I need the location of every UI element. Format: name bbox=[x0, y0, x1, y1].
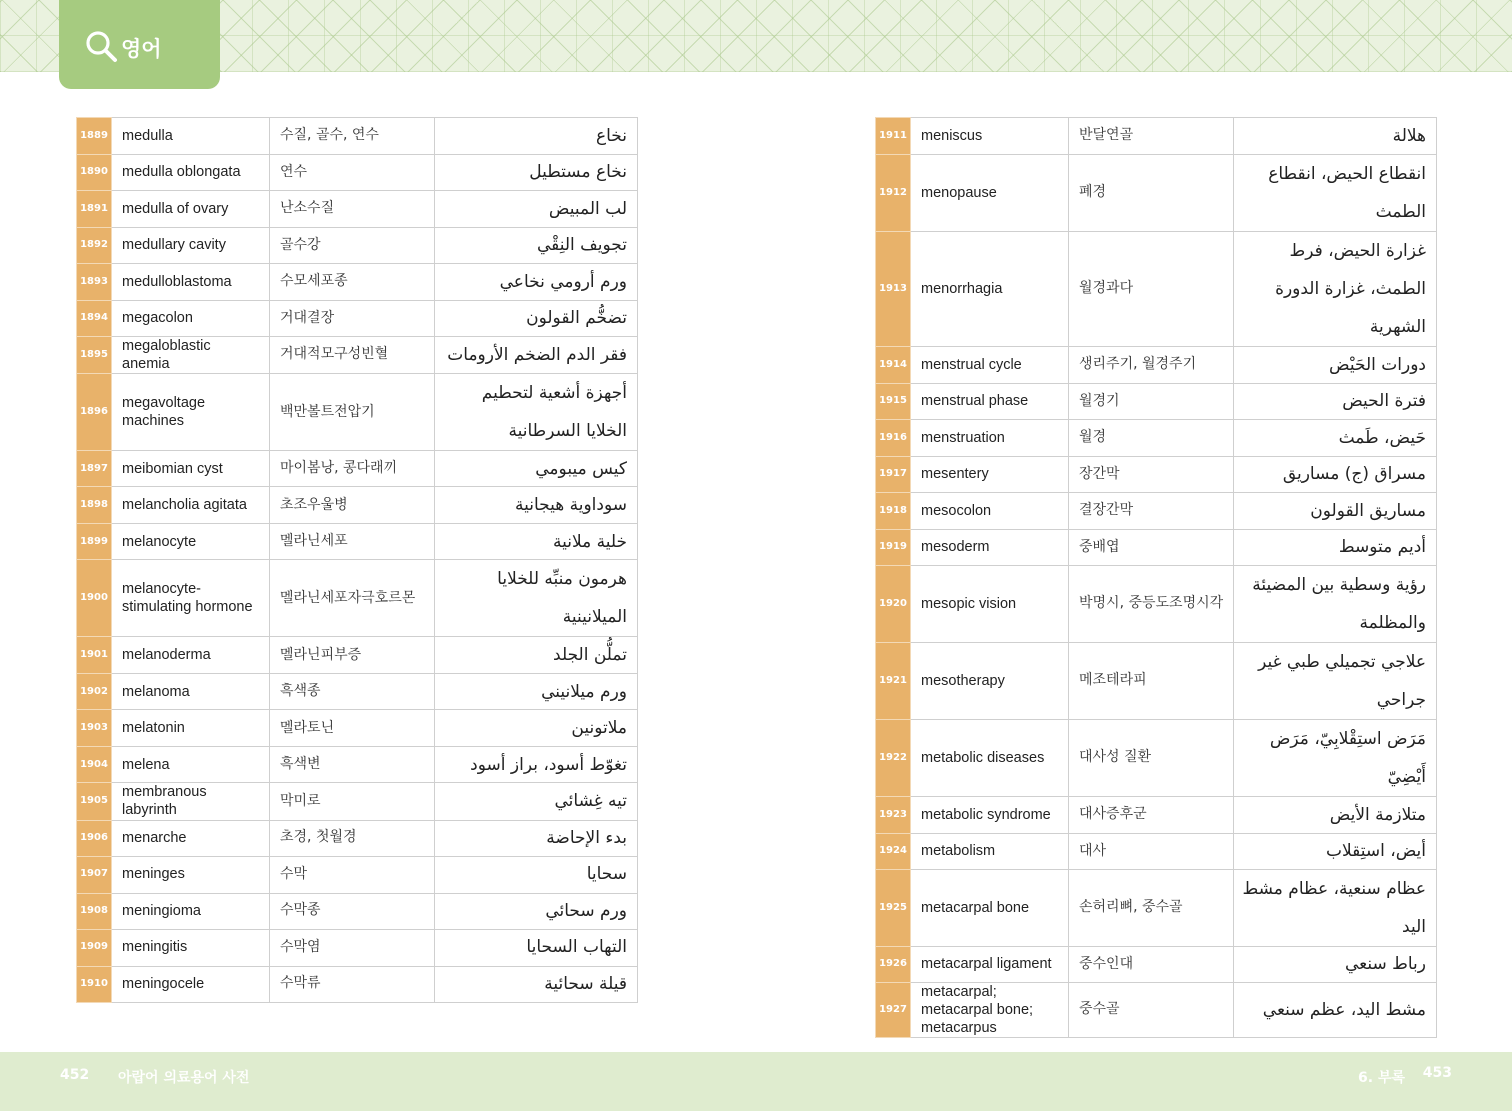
korean-term: 멜라토닌 bbox=[270, 710, 435, 747]
entry-number: 1893 bbox=[77, 264, 112, 301]
table-row bbox=[876, 947, 1437, 983]
entry-number: 1925 bbox=[876, 870, 911, 947]
arabic-term: خلية ملانية bbox=[435, 524, 638, 560]
arabic-term: غزارة الحيض، فرط الطمث، غزارة الدورة الشهرية bbox=[1234, 232, 1437, 347]
entry-number: 1912 bbox=[876, 155, 911, 232]
korean-term: 장간막 bbox=[1069, 457, 1234, 493]
arabic-term: عظام سنعية، عظام مشط اليد bbox=[1234, 870, 1437, 947]
arabic-term: مَرَض استِقْلابِيّ، مَرَض أَيْضِيّ bbox=[1234, 720, 1437, 797]
table-row bbox=[77, 747, 638, 783]
entry-number: 1920 bbox=[876, 566, 911, 643]
arabic-term: ورم ميلانيني bbox=[435, 674, 638, 710]
table-row bbox=[77, 710, 638, 747]
english-term: meibomian cyst bbox=[112, 451, 270, 487]
arabic-term: كيس ميبومي bbox=[435, 451, 638, 487]
korean-term: 백만볼트전압기 bbox=[270, 374, 435, 451]
section-tab bbox=[59, 0, 220, 89]
arabic-term: قيلة سحائية bbox=[435, 966, 638, 1002]
table-row bbox=[876, 870, 1437, 947]
table-row bbox=[77, 451, 638, 487]
korean-term: 대사증후군 bbox=[1069, 797, 1234, 834]
korean-term: 반달연골 bbox=[1069, 118, 1234, 155]
english-term: metabolism bbox=[911, 834, 1069, 870]
page-number-right: 453 bbox=[1422, 1065, 1452, 1081]
english-term: metabolic diseases bbox=[911, 720, 1069, 797]
arabic-term: بدء الإحاضة bbox=[435, 820, 638, 856]
arabic-term: مشط اليد، عظم سنعي bbox=[1234, 983, 1437, 1038]
entry-number: 1905 bbox=[77, 783, 112, 820]
table-row bbox=[876, 983, 1437, 1038]
arabic-term: علاجي تجميلي طبي غير جراحي bbox=[1234, 643, 1437, 720]
korean-term: 수막종 bbox=[270, 893, 435, 929]
arabic-term: لب المبيض bbox=[435, 191, 638, 228]
entry-number: 1917 bbox=[876, 457, 911, 493]
korean-term: 수막 bbox=[270, 856, 435, 893]
table-row bbox=[77, 374, 638, 451]
english-term: menopause bbox=[911, 155, 1069, 232]
entry-number: 1927 bbox=[876, 983, 911, 1038]
entry-number: 1898 bbox=[77, 487, 112, 524]
english-term: meningioma bbox=[112, 893, 270, 929]
korean-term: 수막류 bbox=[270, 966, 435, 1002]
arabic-term: سوداوية هيجانية bbox=[435, 487, 638, 524]
entry-number: 1897 bbox=[77, 451, 112, 487]
korean-term: 폐경 bbox=[1069, 155, 1234, 232]
entry-number: 1908 bbox=[77, 893, 112, 929]
arabic-term: سحايا bbox=[435, 856, 638, 893]
table-row bbox=[876, 530, 1437, 566]
entry-number: 1894 bbox=[77, 301, 112, 337]
entry-number: 1924 bbox=[876, 834, 911, 870]
table-row bbox=[77, 783, 638, 820]
arabic-term: تجويف النِقْي bbox=[435, 228, 638, 264]
korean-term: 흑색종 bbox=[270, 674, 435, 710]
english-term: medulla of ovary bbox=[112, 191, 270, 228]
entry-number: 1919 bbox=[876, 530, 911, 566]
entry-number: 1901 bbox=[77, 637, 112, 674]
korean-term: 멜라닌세포 bbox=[270, 524, 435, 560]
chapter-label: 6. 부록 bbox=[1358, 1070, 1405, 1086]
entry-number: 1911 bbox=[876, 118, 911, 155]
english-term: melancholia agitata bbox=[112, 487, 270, 524]
korean-term: 난소수질 bbox=[270, 191, 435, 228]
korean-term: 초경, 첫월경 bbox=[270, 820, 435, 856]
korean-term: 수막염 bbox=[270, 929, 435, 966]
table-row bbox=[77, 337, 638, 374]
english-term: meninges bbox=[112, 856, 270, 893]
entry-number: 1899 bbox=[77, 524, 112, 560]
section-label: 영어 bbox=[121, 36, 162, 61]
table-row bbox=[876, 155, 1437, 232]
korean-term: 마이봄낭, 콩다래끼 bbox=[270, 451, 435, 487]
table-row bbox=[77, 966, 638, 1002]
entry-number: 1900 bbox=[77, 560, 112, 637]
arabic-term: نخاع bbox=[435, 118, 638, 155]
entry-number: 1910 bbox=[77, 966, 112, 1002]
arabic-term: ملاتونين bbox=[435, 710, 638, 747]
entry-number: 1923 bbox=[876, 797, 911, 834]
arabic-term: ورم أرومي نخاعي bbox=[435, 264, 638, 301]
korean-term: 막미로 bbox=[270, 783, 435, 820]
table-row bbox=[77, 524, 638, 560]
english-term: menstruation bbox=[911, 420, 1069, 457]
english-term: membranous labyrinth bbox=[112, 783, 270, 820]
english-term: mesentery bbox=[911, 457, 1069, 493]
entry-number: 1907 bbox=[77, 856, 112, 893]
table-row bbox=[876, 566, 1437, 643]
arabic-term: رباط سنعي bbox=[1234, 947, 1437, 983]
book-title: 아랍어 의료용어 사전 bbox=[118, 1070, 250, 1086]
table-row bbox=[876, 720, 1437, 797]
page-footer bbox=[0, 1052, 1512, 1111]
english-term: melena bbox=[112, 747, 270, 783]
arabic-term: متلازمة الأيض bbox=[1234, 797, 1437, 834]
english-term: melanocyte-stimulating hormone bbox=[112, 560, 270, 637]
korean-term: 흑색변 bbox=[270, 747, 435, 783]
arabic-term: مسراق (ج) مساريق bbox=[1234, 457, 1437, 493]
korean-term: 중수인대 bbox=[1069, 947, 1234, 983]
korean-term: 월경기 bbox=[1069, 384, 1234, 420]
english-term: menstrual cycle bbox=[911, 347, 1069, 384]
arabic-term: نخاع مستطيل bbox=[435, 155, 638, 191]
english-term: menarche bbox=[112, 820, 270, 856]
arabic-term: رؤية وسطية بين المضيئة والمظلمة bbox=[1234, 566, 1437, 643]
arabic-term: مساريق القولون bbox=[1234, 493, 1437, 530]
magnifier-icon bbox=[85, 30, 119, 64]
table-row bbox=[77, 264, 638, 301]
dictionary-table-right bbox=[875, 117, 1437, 1038]
english-term: melanoderma bbox=[112, 637, 270, 674]
table-row bbox=[77, 155, 638, 191]
english-term: melanoma bbox=[112, 674, 270, 710]
dictionary-table-left bbox=[76, 117, 638, 1003]
entry-number: 1914 bbox=[876, 347, 911, 384]
table-row bbox=[876, 797, 1437, 834]
english-term: menstrual phase bbox=[911, 384, 1069, 420]
table-row bbox=[77, 228, 638, 264]
entry-number: 1916 bbox=[876, 420, 911, 457]
arabic-term: تيه غِشائي bbox=[435, 783, 638, 820]
entry-number: 1915 bbox=[876, 384, 911, 420]
header-pattern-band bbox=[0, 0, 1512, 72]
arabic-term: التهاب السحايا bbox=[435, 929, 638, 966]
korean-term: 생리주기, 월경주기 bbox=[1069, 347, 1234, 384]
korean-term: 중배엽 bbox=[1069, 530, 1234, 566]
entry-number: 1921 bbox=[876, 643, 911, 720]
english-term: megaloblastic anemia bbox=[112, 337, 270, 374]
arabic-term: فترة الحيض bbox=[1234, 384, 1437, 420]
arabic-term: أيض، استِقلاب bbox=[1234, 834, 1437, 870]
korean-term: 골수강 bbox=[270, 228, 435, 264]
english-term: mesoderm bbox=[911, 530, 1069, 566]
table-row bbox=[77, 929, 638, 966]
arabic-term: فقر الدم الضخم الأرومات bbox=[435, 337, 638, 374]
entry-number: 1890 bbox=[77, 155, 112, 191]
korean-term: 연수 bbox=[270, 155, 435, 191]
english-term: meniscus bbox=[911, 118, 1069, 155]
arabic-term: تغوّط أسود، براز أسود bbox=[435, 747, 638, 783]
korean-term: 수모세포종 bbox=[270, 264, 435, 301]
english-term: medulla oblongata bbox=[112, 155, 270, 191]
english-term: melatonin bbox=[112, 710, 270, 747]
entry-number: 1904 bbox=[77, 747, 112, 783]
table-row bbox=[77, 487, 638, 524]
korean-term: 멜라닌피부증 bbox=[270, 637, 435, 674]
table-row bbox=[77, 560, 638, 637]
arabic-term: هرمون منبِّه للخلايا الميلانينية bbox=[435, 560, 638, 637]
english-term: melanocyte bbox=[112, 524, 270, 560]
arabic-term: انقطاع الحيض، انقطاع الطمث bbox=[1234, 155, 1437, 232]
arabic-term: أجهزة أشعية لتحطيم الخلايا السرطانية bbox=[435, 374, 638, 451]
korean-term: 거대적모구성빈혈 bbox=[270, 337, 435, 374]
korean-term: 대사성 질환 bbox=[1069, 720, 1234, 797]
korean-term: 손허리뼈, 중수골 bbox=[1069, 870, 1234, 947]
english-term: medulla bbox=[112, 118, 270, 155]
entry-number: 1906 bbox=[77, 820, 112, 856]
entry-number: 1902 bbox=[77, 674, 112, 710]
table-row bbox=[77, 301, 638, 337]
korean-term: 초조우울병 bbox=[270, 487, 435, 524]
english-term: mesocolon bbox=[911, 493, 1069, 530]
korean-term: 결장간막 bbox=[1069, 493, 1234, 530]
korean-term: 메조테라피 bbox=[1069, 643, 1234, 720]
table-row bbox=[876, 643, 1437, 720]
table-row bbox=[77, 191, 638, 228]
table-row bbox=[876, 384, 1437, 420]
korean-term: 월경 bbox=[1069, 420, 1234, 457]
table-row bbox=[77, 856, 638, 893]
table-row bbox=[77, 820, 638, 856]
english-term: meningitis bbox=[112, 929, 270, 966]
table-row bbox=[77, 674, 638, 710]
korean-term: 중수골 bbox=[1069, 983, 1234, 1038]
table-row bbox=[77, 637, 638, 674]
arabic-term: تضخُّم القولون bbox=[435, 301, 638, 337]
entry-number: 1892 bbox=[77, 228, 112, 264]
table-row bbox=[876, 118, 1437, 155]
korean-term: 대사 bbox=[1069, 834, 1234, 870]
entry-number: 1889 bbox=[77, 118, 112, 155]
korean-term: 수질, 골수, 연수 bbox=[270, 118, 435, 155]
table-row bbox=[77, 118, 638, 155]
english-term: menorrhagia bbox=[911, 232, 1069, 347]
english-term: mesopic vision bbox=[911, 566, 1069, 643]
arabic-term: دورات الحَيْض bbox=[1234, 347, 1437, 384]
entry-number: 1913 bbox=[876, 232, 911, 347]
english-term: megavoltage machines bbox=[112, 374, 270, 451]
table-row bbox=[77, 893, 638, 929]
table-row bbox=[876, 347, 1437, 384]
entry-number: 1926 bbox=[876, 947, 911, 983]
korean-term: 거대결장 bbox=[270, 301, 435, 337]
arabic-term: حَيض، طَمث bbox=[1234, 420, 1437, 457]
entry-number: 1891 bbox=[77, 191, 112, 228]
english-term: mesotherapy bbox=[911, 643, 1069, 720]
english-term: metabolic syndrome bbox=[911, 797, 1069, 834]
english-term: megacolon bbox=[112, 301, 270, 337]
table-row bbox=[876, 493, 1437, 530]
entry-number: 1896 bbox=[77, 374, 112, 451]
arabic-term: ورم سحائي bbox=[435, 893, 638, 929]
table-row bbox=[876, 457, 1437, 493]
page-number-left: 452 bbox=[60, 1067, 90, 1083]
entry-number: 1903 bbox=[77, 710, 112, 747]
korean-term: 멜라닌세포자극호르몬 bbox=[270, 560, 435, 637]
english-term: metacarpal bone bbox=[911, 870, 1069, 947]
arabic-term: هلالة bbox=[1234, 118, 1437, 155]
english-term: metacarpal ligament bbox=[911, 947, 1069, 983]
korean-term: 박명시, 중등도조명시각 bbox=[1069, 566, 1234, 643]
entry-number: 1895 bbox=[77, 337, 112, 374]
arabic-term: أديم متوسط bbox=[1234, 530, 1437, 566]
english-term: medulloblastoma bbox=[112, 264, 270, 301]
english-term: meningocele bbox=[112, 966, 270, 1002]
english-term: metacarpal; metacarpal bone; metacarpus bbox=[911, 983, 1069, 1038]
table-row bbox=[876, 834, 1437, 870]
table-row bbox=[876, 420, 1437, 457]
entry-number: 1922 bbox=[876, 720, 911, 797]
english-term: medullary cavity bbox=[112, 228, 270, 264]
arabic-term: تملُّن الجلد bbox=[435, 637, 638, 674]
table-row bbox=[876, 232, 1437, 347]
korean-term: 월경과다 bbox=[1069, 232, 1234, 347]
entry-number: 1909 bbox=[77, 929, 112, 966]
entry-number: 1918 bbox=[876, 493, 911, 530]
